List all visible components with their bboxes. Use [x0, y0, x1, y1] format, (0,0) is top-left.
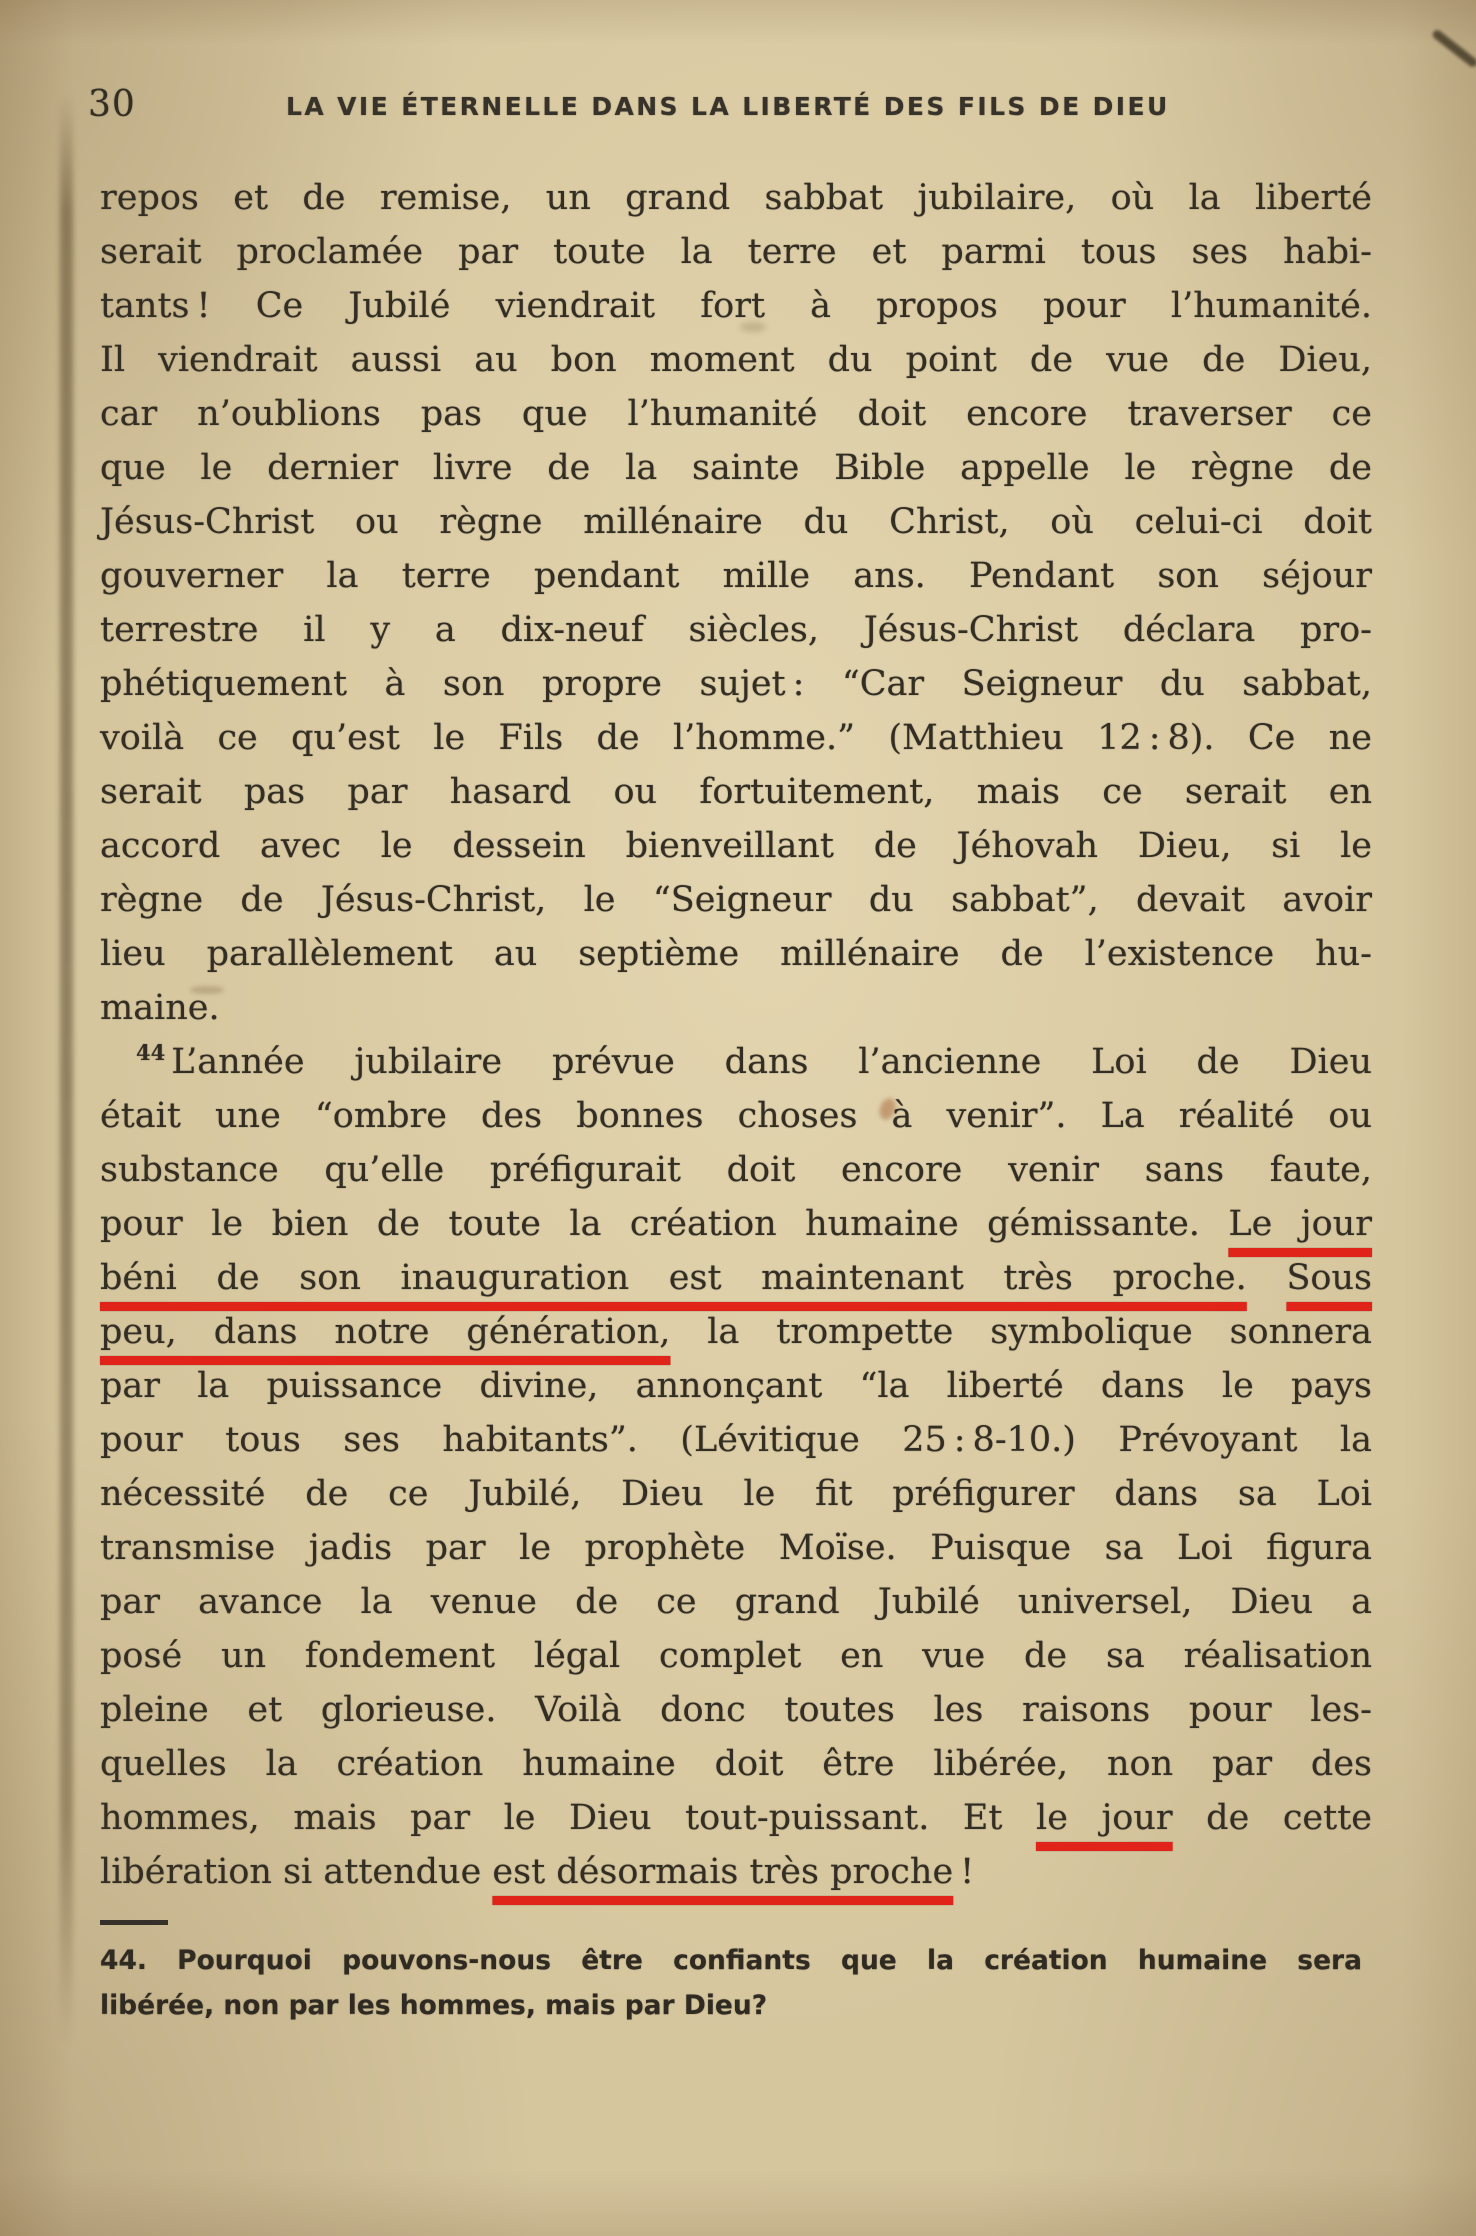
text-segment: la trompette symbolique sonnera [670, 1312, 1372, 1352]
body-line [100, 1575, 1372, 1629]
text-segment: par avance la venue de ce grand Jubilé universel, Dieu a [100, 1582, 1372, 1622]
footnote-line: 44. Pourquoi pouvons-nous être confiants que la création humaine sera [100, 1945, 1362, 1976]
text-segment: était une “ombre des bonnes choses à venir”. La réalité ou [100, 1096, 1372, 1136]
body-line [100, 1035, 1372, 1089]
text-segment: gouverner la terre pendant mille ans. Pendant son séjour [100, 556, 1372, 596]
body-line [100, 711, 1372, 765]
text-segment: règne de Jésus-Christ, le “Seigneur du sabbat”, devait avoir [100, 880, 1372, 920]
red-underlined-phrase: peu, dans notre génération, [100, 1312, 671, 1352]
text-segment: ! [953, 1852, 975, 1892]
text-segment: repos et de remise, un grand sabbat jubilaire, où la liberté [100, 178, 1372, 218]
body-line [100, 927, 1372, 981]
text-segment: par la puissance divine, annonçant “la liberté dans le pays [100, 1366, 1372, 1406]
body-line [100, 765, 1372, 819]
body-line [100, 657, 1372, 711]
text-segment [1247, 1258, 1287, 1298]
footnote-line: libérée, non par les hommes, mais par Dieu? [100, 1990, 768, 2021]
text-segment: nécessité de ce Jubilé, Dieu le fit préfigurer dans sa Loi [100, 1474, 1372, 1514]
text-segment: serait proclamée par toute la terre et parmi tous ses habi- [100, 232, 1372, 272]
text-segment: hommes, mais par le Dieu tout-puissant. Et [100, 1798, 1036, 1838]
footnote-separator [100, 1920, 168, 1925]
text-segment: Il viendrait aussi au bon moment du point de vue de Dieu, [100, 340, 1372, 380]
body-line [100, 441, 1372, 495]
text-segment: transmise jadis par le prophète Moïse. Puisque sa Loi figura [100, 1528, 1372, 1568]
text-segment: de cette [1172, 1798, 1372, 1838]
body-line [100, 279, 1372, 333]
red-underlined-phrase: Le jour [1228, 1204, 1372, 1244]
paragraph-number: 44 [136, 1040, 166, 1066]
text-segment: Jésus-Christ ou règne millénaire du Christ, où celui-ci doit [100, 502, 1372, 542]
body-line [100, 549, 1372, 603]
red-underlined-phrase: est désormais très proche [492, 1852, 954, 1892]
text-segment: que le dernier livre de la sainte Bible appelle le règne de [100, 448, 1372, 488]
text-segment: libération si attendue [100, 1852, 493, 1892]
text-segment: L’année jubilaire prévue dans l’ancienne Loi de Dieu [171, 1042, 1372, 1082]
body-line [100, 1791, 1372, 1845]
text-segment: pour le bien de toute la création humaine gémissante. [100, 1204, 1229, 1244]
body-line [100, 333, 1372, 387]
body-line [100, 495, 1372, 549]
body-line [100, 1629, 1372, 1683]
text-segment: maine. [100, 988, 220, 1028]
text-segment: voilà ce qu’est le Fils de l’homme.” (Matthieu 12 : 8). Ce ne [100, 718, 1372, 758]
text-segment: phétiquement à son propre sujet : “Car Seigneur du sabbat, [100, 664, 1372, 704]
text-segment: serait pas par hasard ou fortuitement, mais ce serait en [100, 772, 1372, 812]
body-text [100, 171, 1372, 1899]
text-segment: tants ! Ce Jubilé viendrait fort à propos pour l’humanité. [100, 286, 1372, 326]
text-segment: quelles la création humaine doit être libérée, non par des [100, 1744, 1372, 1784]
body-line [100, 1143, 1372, 1197]
body-line [100, 1359, 1372, 1413]
body-line [100, 603, 1372, 657]
text-segment: lieu parallèlement au septième millénaire de l’existence hu- [100, 934, 1372, 974]
text-segment: car n’oublions pas que l’humanité doit encore traverser ce [100, 394, 1372, 434]
running-header: LA VIE ÉTERNELLE DANS LA LIBERTÉ DES FILS DE DIEU [286, 92, 1170, 121]
text-segment: accord avec le dessein bienveillant de Jéhovah Dieu, si le [100, 826, 1372, 866]
body-line [100, 1251, 1372, 1305]
body-line [100, 873, 1372, 927]
body-line [100, 1521, 1372, 1575]
body-line [100, 1089, 1372, 1143]
body-line [100, 387, 1372, 441]
red-underlined-phrase: le jour [1036, 1798, 1173, 1838]
body-line [100, 1413, 1372, 1467]
pen-mark [1431, 28, 1476, 68]
text-segment: substance qu’elle préfigurait doit encore venir sans faute, [100, 1150, 1372, 1190]
binding-crease-shadow [60, 95, 73, 2045]
page-header [88, 84, 1388, 130]
page-number: 30 [88, 84, 136, 125]
text-segment: terrestre il y a dix-neuf siècles, Jésus-Christ déclara pro- [100, 610, 1372, 650]
footnote [100, 1938, 1362, 2028]
text-segment: pleine et glorieuse. Voilà donc toutes les raisons pour les- [100, 1690, 1372, 1730]
red-underlined-phrase: Sous [1286, 1258, 1372, 1298]
body-line [100, 225, 1372, 279]
body-line [100, 171, 1372, 225]
body-line [100, 1737, 1372, 1791]
body-line [100, 1683, 1372, 1737]
body-line [100, 1305, 1372, 1359]
body-line [100, 819, 1372, 873]
text-segment: posé un fondement légal complet en vue de sa réalisation [100, 1636, 1372, 1676]
body-line [100, 1467, 1372, 1521]
body-line [100, 1197, 1372, 1251]
text-segment: pour tous ses habitants”. (Lévitique 25 : 8-10.) Prévoyant la [100, 1420, 1372, 1460]
body-line [100, 1845, 1372, 1899]
red-underlined-phrase: béni de son inauguration est maintenant très proche. [100, 1258, 1247, 1298]
body-line [100, 981, 1372, 1035]
